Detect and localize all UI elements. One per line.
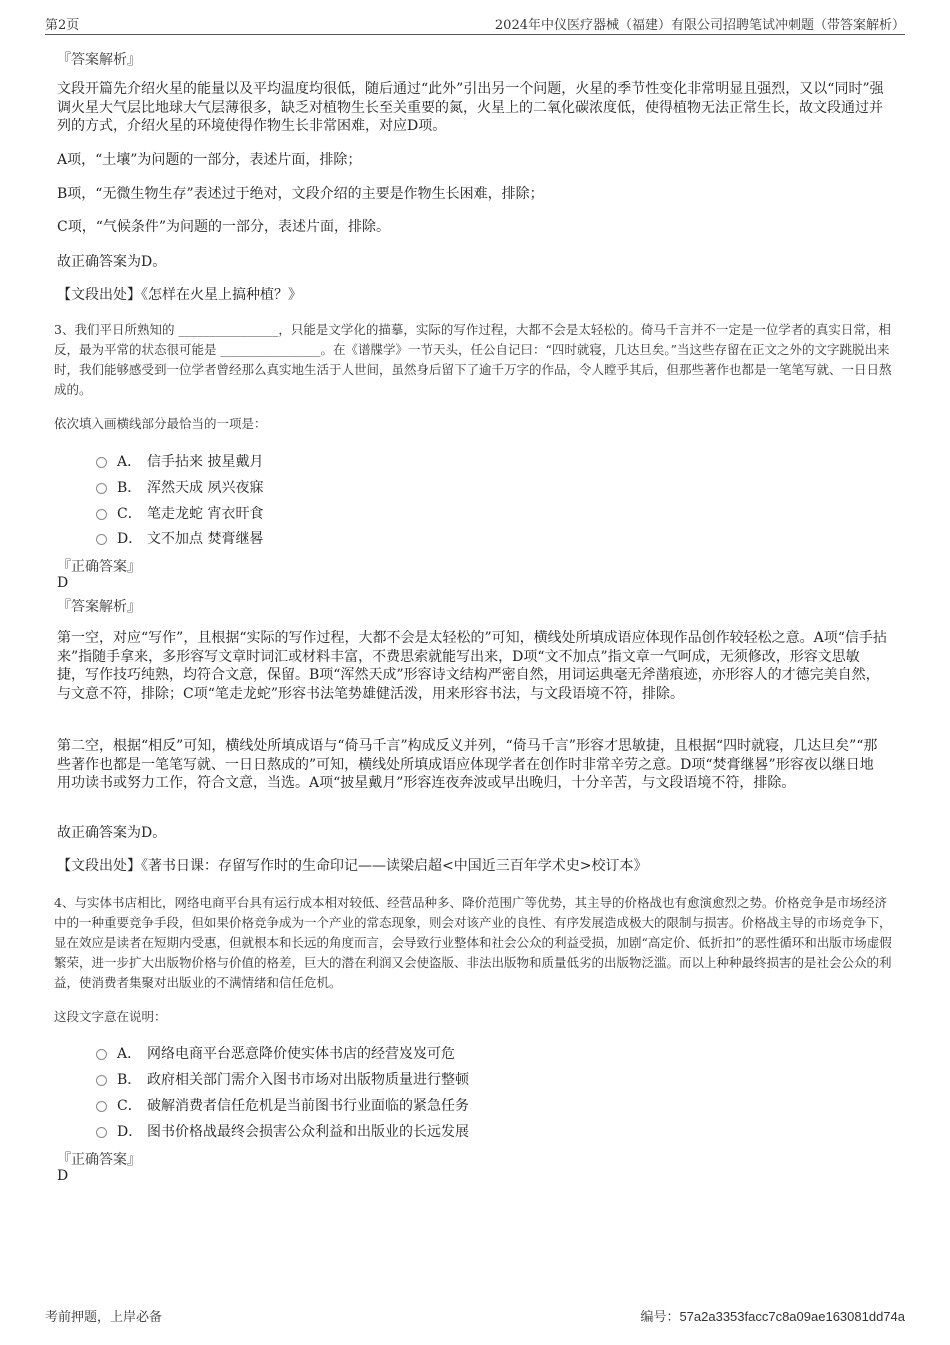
q3-answer-label: 『正确答案』 (57, 559, 141, 575)
q2-analysis-paragraph: 文段开篇先介绍火星的能量以及平均温度均很低，随后通过“此外”引出另一个问题，火星的季节性变化非常明显且强烈，又以“同时”强调火星大气层比地球大气层薄很多，缺乏对植物生长至关重要的氮，火星上的二氧化碳浓度低，使得植物无法正常生长，故文段通过并列的方式，介绍火星的环境使得作物生长非常困难，对应D项。 (57, 81, 884, 134)
option-letter: A． (117, 454, 142, 470)
option-text: 破解消费者信任危机是当前图书行业面临的紧急任务 (147, 1098, 469, 1114)
option-text: 网络电商平台恶意降价使实体书店的经营岌岌可危 (147, 1046, 455, 1062)
option-letter: D． (117, 1124, 143, 1140)
q2-analysis-label: 『答案解析』 (57, 52, 141, 68)
q2-analysis-option-c: C项，“气候条件”为问题的一部分，表述片面，排除。 (57, 219, 391, 235)
q3-prompt: 依次填入画横线部分最恰当的一项是： (54, 416, 267, 431)
option-text: 政府相关部门需介入图书市场对出版物质量进行整顿 (147, 1072, 469, 1088)
q3-analysis-label: 『答案解析』 (57, 599, 141, 615)
q4-stem: 4、与实体书店相比，网络电商平台具有运行成本相对较低、经营品种多、降价范围广等优势，其主导的价格战也有愈演愈烈之势。价格竞争是市场经济中的一种重要竞争手段，但如果价格竞争成为一个产业的常态现象，则会对该产业的良性、有序发展造成极大的限制与损害。价格战主导的市场竞争下，显在效应是读者在短期内受惠，但就根本和长远的角度而言，会导致行业整体和社会公众的利益受损，加剧“高定价、低折扣”的恶性循环和出版市场虚假繁荣，进一步扩大出版物价格与价值的格差，巨大的潜在利润又会使盗版、非法出版物和质量低劣的出版物泛滥。而以上种种最终损害的是社会公众的利益，使消费者集聚对出版业的不满情绪和信任危机。 (54, 895, 892, 990)
option-letter: A． (117, 1046, 142, 1062)
q2-source: 【文段出处】《怎样在火星上搞种植？》 (57, 287, 302, 303)
q4-prompt: 这段文字意在说明： (54, 1009, 167, 1024)
option-text: 信手拈来 披星戴月 (147, 454, 264, 470)
page-header (45, 12, 905, 35)
footer-serial: 编号：57a2a3353facc7c8a09ae163081dd74a (640, 1309, 905, 1324)
q2-analysis-option-a: A项，“土壤”为问题的一部分，表述片面，排除； (57, 152, 362, 168)
radio-icon[interactable] (96, 1075, 107, 1086)
q3-option-a[interactable] (96, 451, 263, 471)
q3-stem: 3、我们平日所熟知的 ________________，只能是文学化的描摹，实际的写作过程，大都不会是太轻松的。倚马千言并不一定是一位学者的真实日常，相反，最为平常的状态很可能是 ________________。在《谱牒学》一节天头，任公自记曰：“四时就寝，几达旦矣。”当这些存留在正文之外的文字跳脱出来时，我们能够感受到一位学者曾经那么真实地生活于人世间，虽然身后留下了逾千万字的作品，令人瞠乎其后，但那些著作也都是一笔笔写就、一日日熬成的。 (54, 322, 892, 397)
q4-option-a[interactable] (96, 1043, 455, 1063)
document-title: 2024年中仪医疗器械（福建）有限公司招聘笔试冲刺题（带答案解析） (494, 18, 905, 33)
q3-analysis-paragraph-2: 第二空，根据“相反”可知，横线处所填成语与“倚马千言”构成反义并列，“倚马千言”形容才思敏捷，且根据“四时就寝，几达旦矣”“那些著作也都是一笔笔写就、一日日熬成的”可知，横线处所填成语应体现学者在创作时非常辛劳之意。D项“焚膏继晷”形容夜以继日地用功读书或努力工作，符合文意，当选。A项“披星戴月”形容连夜奔波或早出晚归，十分辛苦，与文段语境不符，排除。 (57, 738, 878, 791)
q3-conclusion: 故正确答案为D。 (57, 825, 167, 841)
page-footer (45, 1306, 905, 1326)
q2-conclusion: 故正确答案为D。 (57, 254, 167, 270)
q3-option-c[interactable] (96, 503, 263, 523)
option-text: 笔走龙蛇 宵衣旰食 (147, 506, 264, 522)
page-number: 第2页 (45, 18, 80, 33)
footer-slogan: 考前押题，上岸必备 (45, 1310, 163, 1325)
option-text: 文不加点 焚膏继晷 (147, 531, 264, 547)
radio-icon[interactable] (96, 1101, 107, 1112)
option-letter: C． (117, 1098, 142, 1114)
q3-source: 【文段出处】《著书日课：存留写作时的生命印记——读梁启超<中国近三百年学术史>校订本》 (57, 858, 648, 874)
q4-answer-label: 『正确答案』 (57, 1152, 141, 1168)
option-text: 图书价格战最终会损害公众利益和出版业的长远发展 (147, 1124, 469, 1140)
radio-icon[interactable] (96, 1049, 107, 1060)
q4-option-c[interactable] (96, 1095, 469, 1115)
option-letter: C． (117, 506, 142, 522)
radio-icon[interactable] (96, 509, 107, 520)
radio-icon[interactable] (96, 534, 107, 545)
q3-answer: D (57, 575, 69, 591)
radio-icon[interactable] (96, 457, 107, 468)
q4-answer: D (57, 1168, 69, 1184)
q3-option-d[interactable] (96, 528, 263, 548)
option-letter: B． (117, 1072, 142, 1088)
option-letter: B． (117, 480, 142, 496)
q4-option-d[interactable] (96, 1121, 469, 1141)
option-text: 浑然天成 夙兴夜寐 (147, 480, 264, 496)
q2-analysis-option-b: B项，“无微生物生存”表述过于绝对，文段介绍的主要是作物生长困难，排除； (57, 186, 544, 202)
option-letter: D． (117, 531, 143, 547)
radio-icon[interactable] (96, 483, 107, 494)
q3-analysis-paragraph-1: 第一空，对应“写作”，且根据“实际的写作过程，大都不会是太轻松的”可知，横线处所填成语应体现作品创作较轻松之意。A项“信手拈来”指随手拿来，多形容写文章时词汇或材料丰富，不费思索就能写出来，D项“文不加点”指文章一气呵成，无须修改，形容文思敏捷，写作技巧纯熟，均符合文意，保留。B项“浑然天成”形容诗文结构严密自然，用词运典毫无斧凿痕迹，亦形容人的才德完美自然，与文意不符，排除；C项“笔走龙蛇”形容书法笔势雄健活泼，用来形容书法，与文段语境不符，排除。 (57, 630, 887, 702)
q3-option-b[interactable] (96, 477, 263, 497)
radio-icon[interactable] (96, 1127, 107, 1138)
q4-option-b[interactable] (96, 1069, 469, 1089)
